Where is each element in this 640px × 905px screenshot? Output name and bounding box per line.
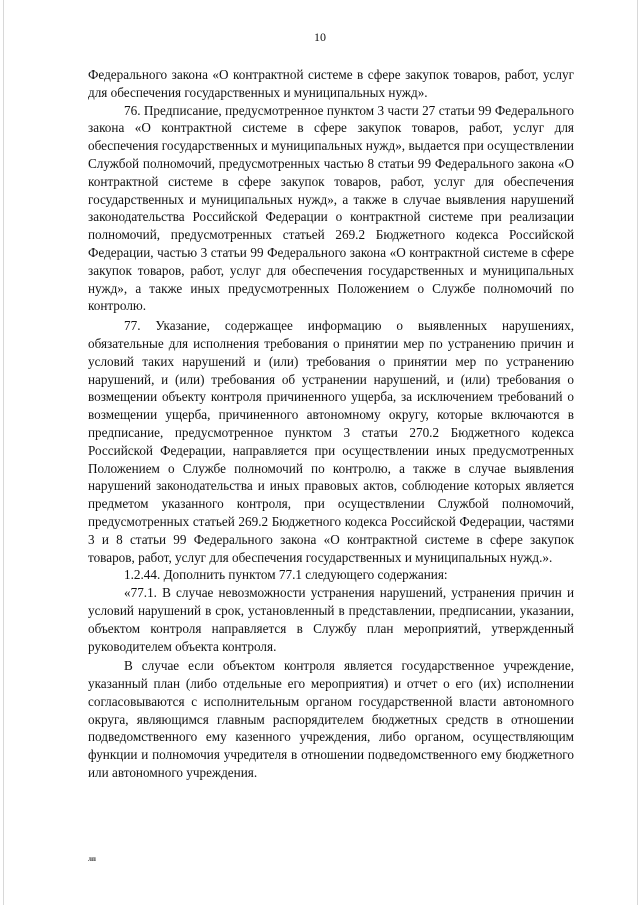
footer-mark: лп — [88, 855, 96, 863]
page-number: 10 — [314, 30, 326, 44]
paragraph-continuation: Федерального закона «О контрактной системе в сфере закупок товаров, работ, услуг для обеспечения государственных и муниципальных нужд». — [88, 67, 574, 100]
paragraph-76: 76. Предписание, предусмотренное пунктом 3 части 27 статьи 99 Федерального закона «О контрактной системе в сфере закупок товаров, работ, услуг для обеспечения государственных и муниципальных нужд», выдается при осуществлении Службой полномочий, предусмотренных частью 8 статьи 99 Федерального закона «О контрактной системе в сфере закупок товаров, работ, услуг для обеспечения государственных и муниципальных нужд», а также в случае выявления нарушений законодательства Российской Федерации о контрактной системе при реализации полномочий, предусмотренных статьей 269.2 Бюджетного кодекса Российской Федерации, частью 3 статьи 99 Федерального закона «О контрактной системе в сфере закупок товаров, работ, услуг для обеспечения государственных и муниципальных нужд», а также иных предусмотренных Положением о Службе полномочий по контролю. — [88, 102, 574, 314]
document-body — [88, 66, 574, 782]
scan-edge-left — [3, 0, 4, 905]
paragraph-77: 77. Указание, содержащее информацию о выявленных нарушениях, обязательные для исполнения требования о принятии мер по устранению причин и условий таких нарушений и (или) требования о принятии мер по устранению нарушений, и (или) требования об устранении нарушений, и (или) требования о возмещении объекту контроля причиненного ущерба, за исключением требований о возмещении ущерба, причиненного автономному округу, которые включаются в предписание, предусмотренное пунктом 3 статьи 270.2 Бюджетного кодекса Российской Федерации, направляется при осуществлении иных предусмотренных Положением о Службе полномочий по контролю, а также в случае выявления нарушений законодательства и иных правовых актов, соблюдение которых является предметом указанного контроля, при осуществлении Службой полномочий, предусмотренных статьей 269.2 Бюджетного кодекса Российской Федерации, частями 3 и 8 статьи 99 Федерального закона «О контрактной системе в сфере закупок товаров, работ, услуг для обеспечения государственных и муниципальных нужд.». — [88, 318, 574, 565]
paragraph-77-1-continued: В случае если объектом контроля является государственное учреждение, указанный план (либо отдельные его мероприятия) и отчет о его (их) исполнении согласовываются с исполнительным органом государственной власти автономного округа, являющимся главным распорядителем бюджетных средств в отношении подведомственного ему казенного учреждения, либо органом, осуществляющим функции и полномочия учредителя в отношении подведомственного ему бюджетного или автономного учреждения. — [88, 658, 574, 781]
paragraph-77-1: «77.1. В случае невозможности устранения нарушений, устранения причин и условий нарушений в срок, установленный в представлении, предписании, указании, объектом контроля направляется в Службу план мероприятий, утвержденный руководителем объекта контроля. — [88, 585, 574, 654]
scan-edge-right — [637, 0, 638, 905]
paragraph-1-2-44: 1.2.44. Дополнить пунктом 77.1 следующего содержания: — [124, 567, 448, 583]
